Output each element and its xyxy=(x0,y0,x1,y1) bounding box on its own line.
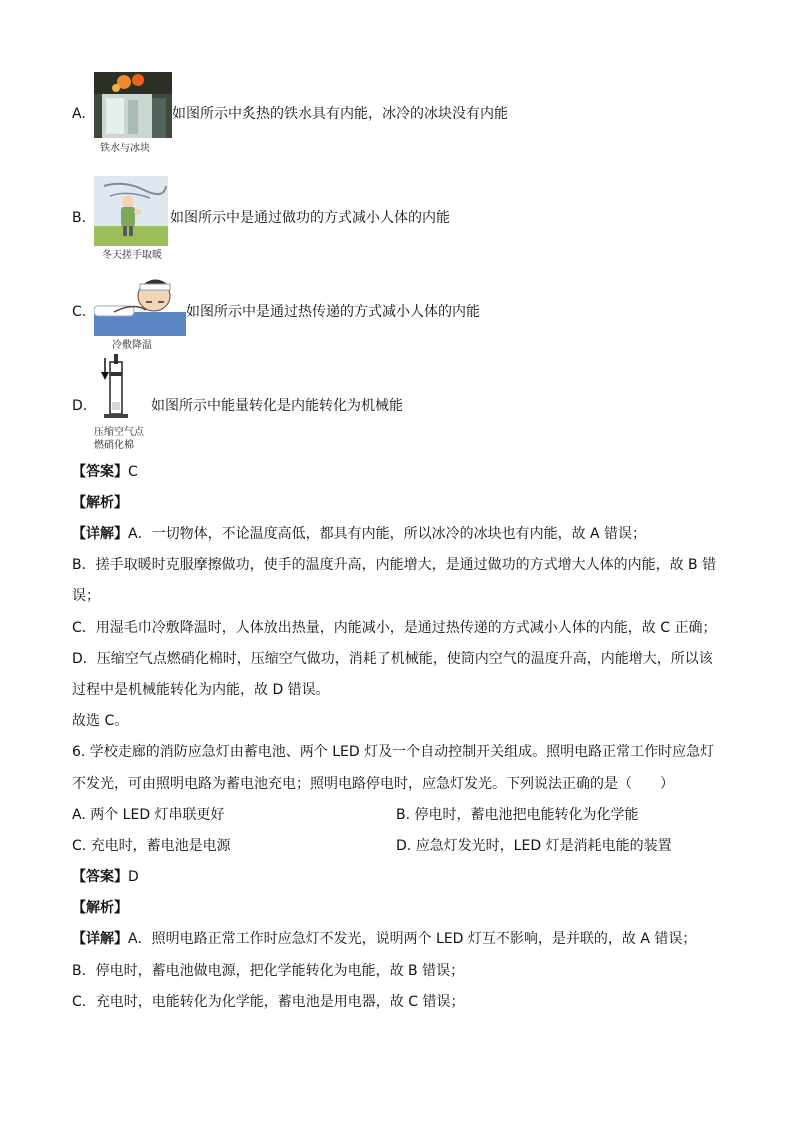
figure-compression-syringe xyxy=(100,354,132,424)
q5-detail-line-3: 误； xyxy=(72,588,100,604)
q5-detail-line-1 xyxy=(72,524,646,544)
option-d-caption-line-2: 燃硝化棉 xyxy=(94,440,134,451)
figure-cold-compress xyxy=(94,272,186,336)
q6-option-b-text: 停电时，蓄电池把电能转化为化学能 xyxy=(414,807,639,823)
q6-option-a-letter: A. xyxy=(72,807,86,823)
q6-detail-label: 【详解】 xyxy=(72,931,128,947)
q6-detail-line-2: B．停电时，蓄电池做电源，把化学能转化为电能，故 B 错误； xyxy=(72,963,465,979)
option-a-caption: 铁水与冰块 xyxy=(100,143,150,154)
q6-option-d-text: 应急灯发光时，LED 灯是消耗电能的装置 xyxy=(415,838,672,854)
q5-analysis-label: 【解析】 xyxy=(72,495,128,511)
q6-stem-line-2: 不发光，可由照明电路为蓄电池充电；照明电路停电时，应急灯发光。下列说法正确的是（ ） xyxy=(72,776,674,792)
q6-detail-text-1: A．照明电路正常工作时应急灯不发光，说明两个 LED 灯互不影响，是并联的，故 A 错误； xyxy=(128,931,697,947)
q6-answer-value: D xyxy=(128,869,139,885)
q5-detail-line-2: B．搓手取暖时克服摩擦做功，使手的温度升高，内能增大，是通过做功的方式增大人体的内能，故 B 错 xyxy=(72,557,717,573)
option-d-caption-line-1: 压缩空气点 xyxy=(94,427,144,438)
option-c-text: 如图所示中是通过热传递的方式减小人体的内能 xyxy=(186,304,480,320)
q5-detail-label: 【详解】 xyxy=(72,526,128,542)
option-c-letter: C. xyxy=(72,304,87,320)
option-b-text: 如图所示中是通过做功的方式减小人体的内能 xyxy=(170,210,450,226)
figure-rubbing-hands xyxy=(94,176,168,246)
q6-option-c xyxy=(72,836,231,856)
q6-option-b xyxy=(396,805,639,825)
option-b-letter: B. xyxy=(72,210,87,226)
q5-detail-text-1: A．一切物体，不论温度高低，都具有内能，所以冰冷的冰块也有内能，故 A 错误； xyxy=(128,526,647,542)
q6-option-d-letter: D. xyxy=(396,838,412,854)
q6-answer-label: 【答案】 xyxy=(72,869,128,885)
q6-option-b-letter: B. xyxy=(396,807,411,823)
q5-detail-line-4: C．用湿毛巾冷敷降温时，人体放出热量，内能减小，是通过热传递的方式减小人体的内能，故 C 正确； xyxy=(72,620,717,636)
q6-analysis-label: 【解析】 xyxy=(72,900,128,916)
q5-answer-value: C xyxy=(128,464,138,480)
q5-detail-line-5: D．压缩空气点燃硝化棉时，压缩空气做功，消耗了机械能，使筒内空气的温度升高，内能增大，所以该 xyxy=(72,651,713,667)
q6-detail-line-3: C．充电时，电能转化为化学能，蓄电池是用电器，故 C 错误； xyxy=(72,994,465,1010)
option-d-text: 如图所示中能量转化是内能转化为机械能 xyxy=(151,398,403,414)
option-a-text: 如图所示中炙热的铁水具有内能，冰冷的冰块没有内能 xyxy=(172,106,508,122)
q6-option-c-text: 充电时，蓄电池是电源 xyxy=(90,838,231,854)
q5-detail-line-6: 过程中是机械能转化为内能，故 D 错误。 xyxy=(72,682,330,698)
q6-detail-line-1 xyxy=(72,929,696,949)
figure-iron-and-ice xyxy=(94,72,172,138)
q6-answer xyxy=(72,867,139,887)
q6-option-a-text: 两个 LED 灯串联更好 xyxy=(90,807,225,823)
q6-option-d xyxy=(396,836,672,856)
q5-answer xyxy=(72,462,138,482)
q6-stem-line-1: 6. 学校走廊的消防应急灯由蓄电池、两个 LED 灯及一个自动控制开关组成。照明电路正常工作时应急灯 xyxy=(72,744,715,760)
q6-option-a xyxy=(72,805,225,825)
option-a-letter: A. xyxy=(72,106,86,122)
q6-option-c-letter: C. xyxy=(72,838,87,854)
option-c-caption: 冷敷降温 xyxy=(112,340,152,351)
option-b-caption: 冬天搓手取暖 xyxy=(102,250,162,261)
option-d-letter: D. xyxy=(72,398,88,414)
q5-conclusion: 故选 C。 xyxy=(72,713,129,729)
q5-answer-label: 【答案】 xyxy=(72,464,128,480)
